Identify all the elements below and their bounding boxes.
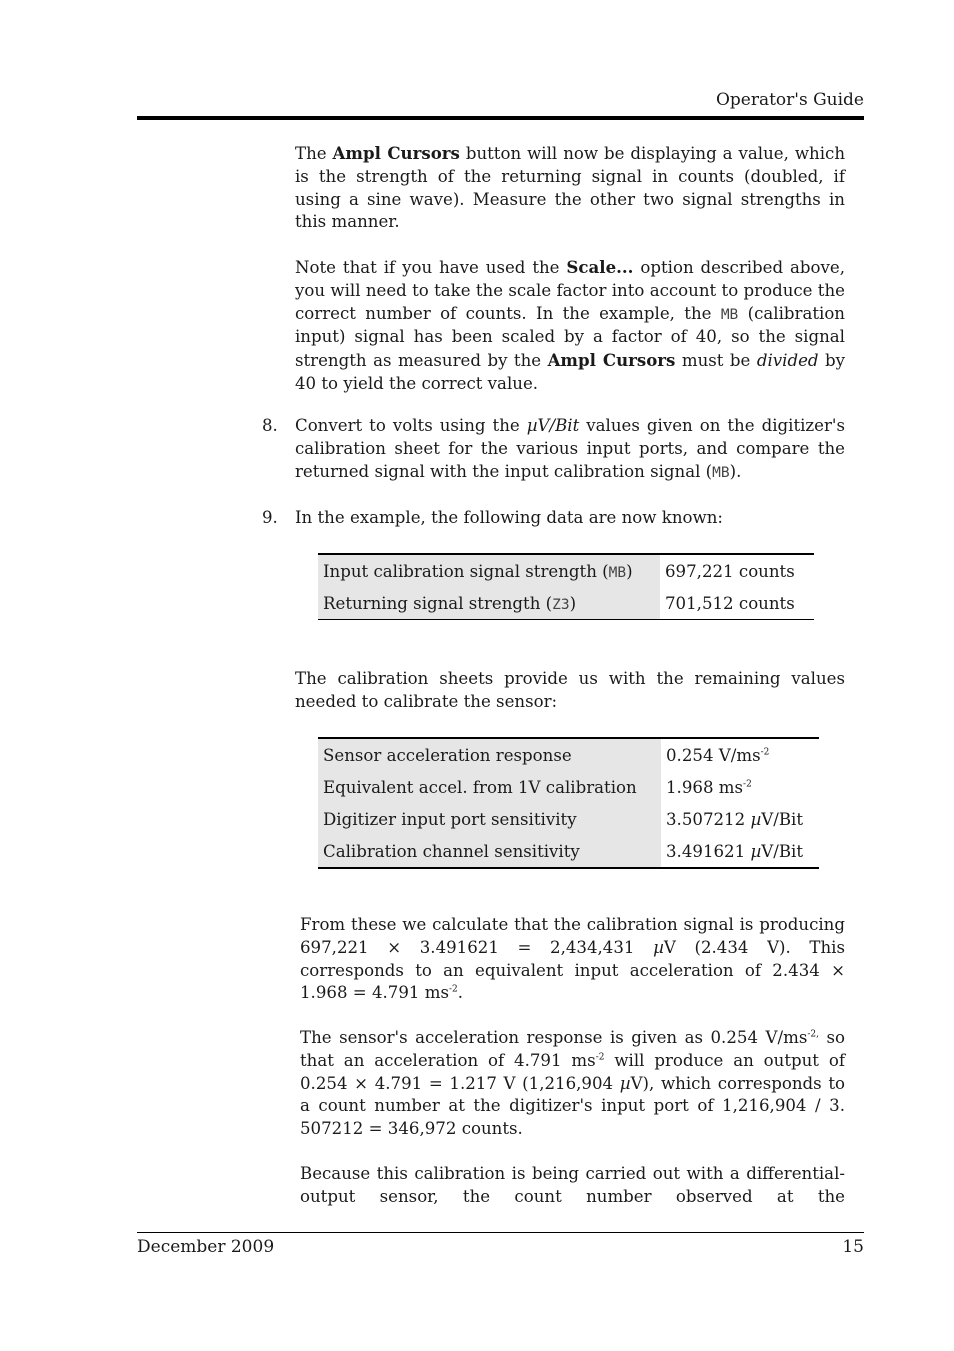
table-row [318,738,819,771]
table-cell-label: Calibration channel sensitivity [318,835,661,868]
paragraph-scale-note: Note that if you have used the Scale... option described above, you will need to take the scale factor into account to produce the correct number of counts. In the example, the MB (calibration input) signal has been scaled by a factor of 40, so the signal strength as measured by the Ampl Cursors must be divided by 40 to yield the correct value. [295,257,846,393]
running-header-title: Operator's Guide [715,90,864,110]
table-cell-value: 3.491621 µV/Bit [661,835,819,868]
table-row [318,587,814,620]
paragraph-calculation: From these we calculate that the calibration signal is producing 697,221 × 3.491621 = 2,434,431 µV (2.434 V). This corresponds to an equivalent input acceleration of 2.434 × 1.968 = 4.791 $ms^{-2}$. [300,915,845,1003]
table-cell-value: 701,512 counts [660,587,814,620]
table-row [318,803,819,835]
table-cell-label: Sensor acceleration response [318,738,661,771]
footer-rule [137,1232,864,1233]
list-item-9: In the example, the following data are now known: [295,508,723,527]
page-number: 15 [842,1237,864,1257]
list-number-8: 8. [262,416,278,435]
table-cell-value: 1.968 $ms^{-2}$ [661,771,819,803]
paragraph-acceleration-response: The sensor's acceleration response is given as 0.254 $V/ms^{-2,}$ so that an acceleration of 4.791 $ms^{-2}$ will produce an output of 0.254 × 4.791 = 1.217 V (1,216,904 µV), which corresponds to a count number at the digitizer's input port of 1,216,904 / 3. 507212 = 346,972 counts. [300,1028,845,1139]
calibration-values-table [318,737,819,869]
table-cell-value: 3.507212 µV/Bit [661,803,819,835]
known-data-table [318,553,814,620]
table-cell-label: Digitizer input port sensitivity [318,803,661,835]
paragraph-differential: Because this calibration is being carried out with a differential-output sensor, the count number observed at the [300,1164,845,1206]
table-row [318,835,819,868]
table-cell-value: 697,221 counts [660,554,814,587]
header-rule [137,116,864,120]
list-item-8: Convert to volts using the µV/Bit values given on the digitizer's calibration sheet for the various input ports, and compare the returned signal with the input calibration signal (MB). [295,416,845,481]
table-cell-label: Equivalent accel. from 1V calibration [318,771,661,803]
footer-date: December 2009 [137,1237,275,1257]
table-row [318,554,814,587]
paragraph-ampl-cursors: The Ampl Cursors button will now be displaying a value, which is the strength of the returning signal in counts (doubled, if using a sine wave). Measure the other two signal strengths in this manner. [295,143,846,232]
paragraph-calibration-sheets: The calibration sheets provide us with the remaining values needed to calibrate the sensor: [295,669,845,711]
table-cell-label: Input calibration signal strength (MB) [318,554,660,587]
list-number-9: 9. [262,508,278,527]
table-cell-label: Returning signal strength (Z3) [318,587,660,620]
table-row [318,771,819,803]
table-cell-value: 0.254 $V/ms^{-2}$ [661,738,819,771]
